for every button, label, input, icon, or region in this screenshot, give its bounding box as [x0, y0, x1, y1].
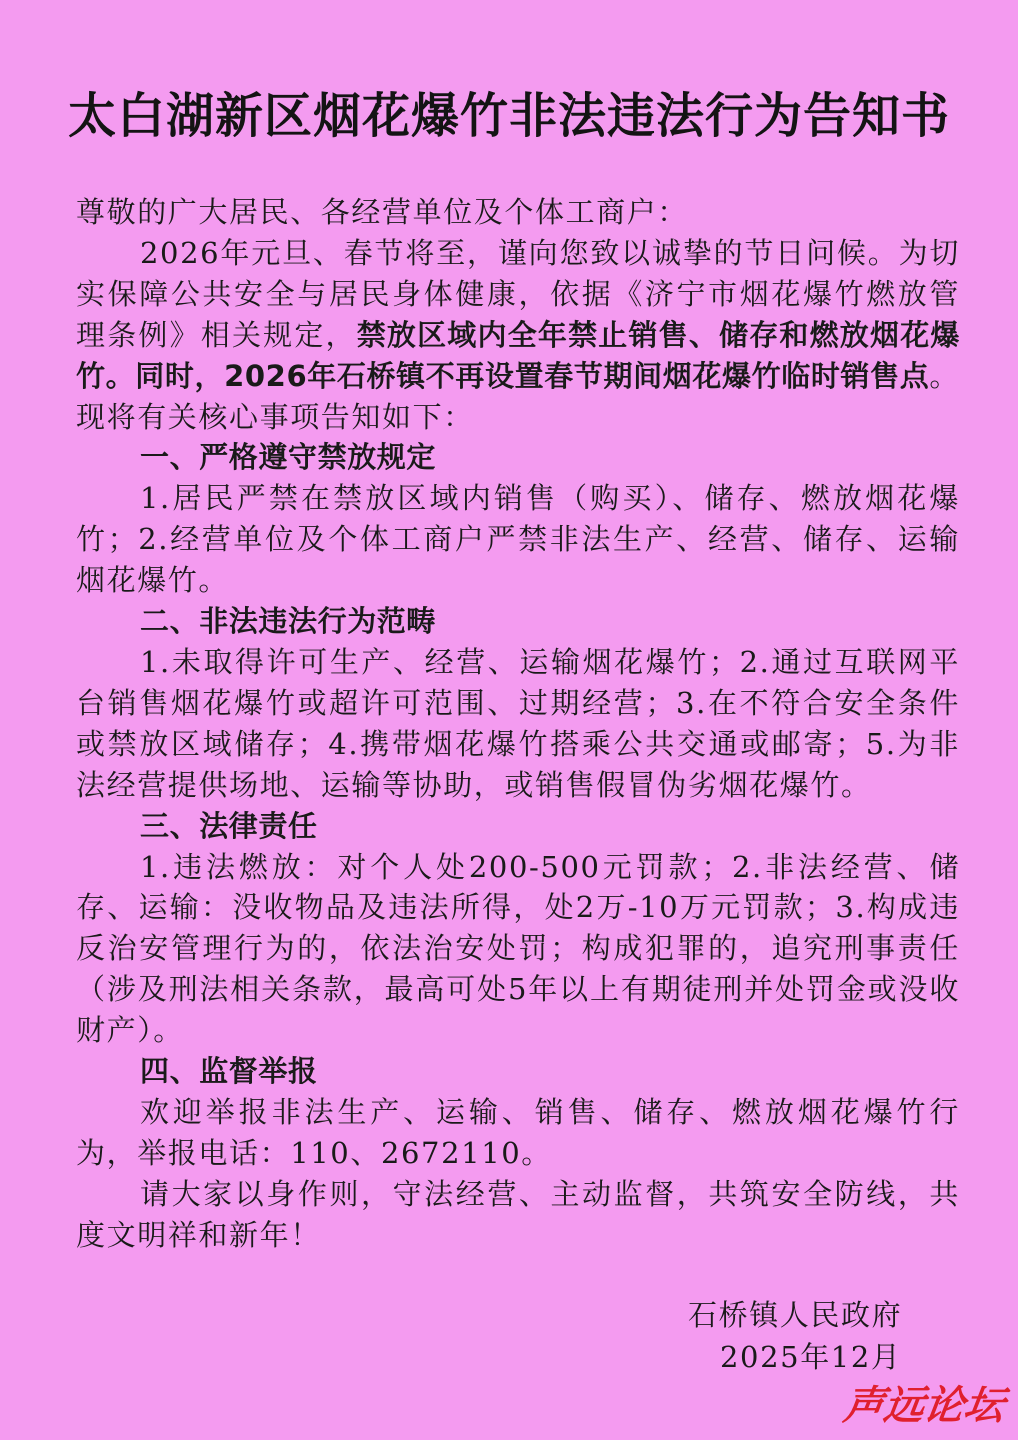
section-heading-1: 一、严格遵守禁放规定: [140, 440, 437, 475]
section-heading-3: 三、法律责任: [140, 808, 318, 843]
intro-bold-text: 禁放区域内全年禁止销售、储存和燃放烟花爆竹。同时，2026年石桥镇不再设置春节期间烟花爆竹临时销售点: [76, 317, 960, 393]
section-content-1: 1.居民严禁在禁放区域内销售（购买）、储存、燃放烟花爆竹；2.经营单位及个体工商户严禁非法生产、经营、储存、运输烟花爆竹。: [76, 481, 960, 598]
signature-date: 2025年12月: [720, 1340, 902, 1374]
section-heading-2: 二、非法违法行为范畴: [140, 604, 437, 639]
intro-paragraph: [76, 233, 960, 438]
section-heading-4: 四、监督举报: [140, 1054, 318, 1089]
notice-title: 太白湖新区烟花爆竹非法违法行为告知书: [67, 88, 950, 144]
forum-watermark: 声远论坛: [840, 1383, 1008, 1429]
intro-text: 2026年元旦、春节将至，谨向您致以诚挚的节日问候。为切实保障公共安全与居民身体健康，依据《济宁市烟花爆竹燃放管理条例》相关规定，: [76, 235, 960, 352]
salutation: 尊敬的广大居民、各经营单位及个体工商户：: [76, 195, 689, 229]
notice-body: [76, 192, 960, 1256]
closing-paragraph: 请大家以身作则，守法经营、主动监督，共筑安全防线，共度文明祥和新年！: [76, 1176, 960, 1252]
section-content-4: 欢迎举报非法生产、运输、销售、储存、燃放烟花爆竹行为，举报电话：110、2672110。: [76, 1094, 960, 1170]
section-content-3: 1.违法燃放：对个人处200-500元罚款；2.非法经营、储存、运输：没收物品及违法所得，处2万-10万元罚款；3.构成违反治安管理行为的，依法治安处罚；构成犯罪的，追究刑事责任（涉及刑法相关条款，最高可处5年以上有期徒刑并处罚金或没收财产）。: [76, 849, 960, 1048]
signature-org: 石桥镇人民政府: [688, 1298, 903, 1332]
section-content-2: 1.未取得许可生产、经营、运输烟花爆竹；2.通过互联网平台销售烟花爆竹或超许可范围、过期经营；3.在不符合安全条件或禁放区域储存；4.携带烟花爆竹搭乘公共交通或邮寄；5.为非法经营提供场地、运输等协助，或销售假冒伪劣烟花爆竹。: [76, 644, 960, 802]
intro-tail-text: 。现将有关核心事项告知如下：: [76, 358, 960, 434]
